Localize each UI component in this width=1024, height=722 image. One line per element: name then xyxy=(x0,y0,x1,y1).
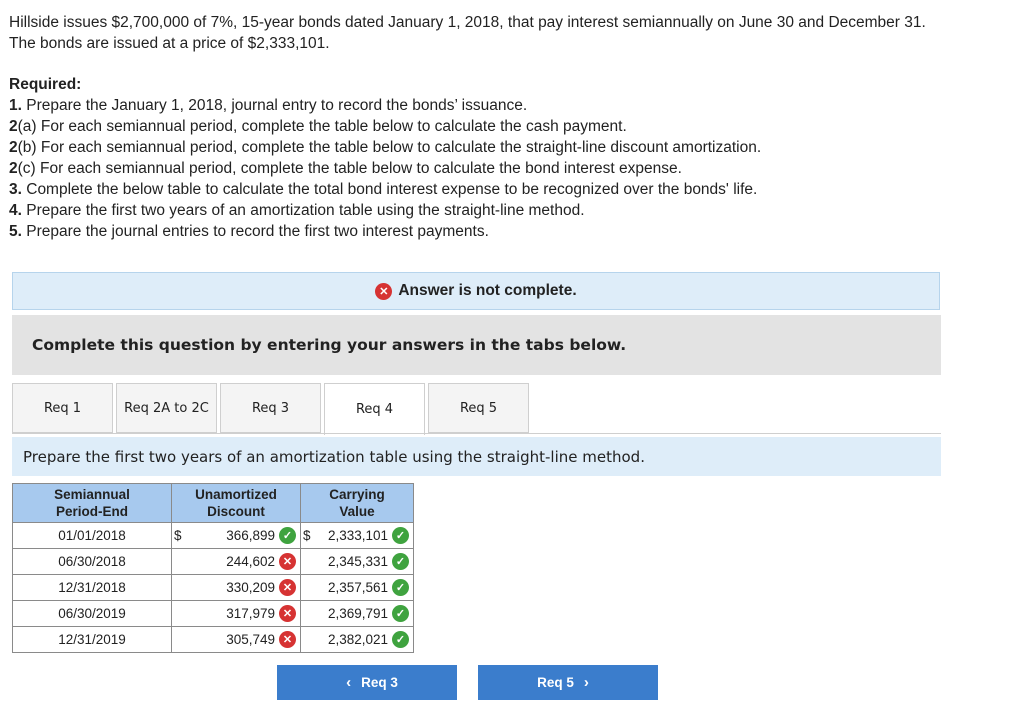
header-unamortized-discount-label: Unamortized Discount xyxy=(195,487,277,519)
header-period-end xyxy=(13,484,172,523)
unamortized-discount-input[interactable]: 330,209 xyxy=(226,580,275,595)
answer-status-banner xyxy=(12,272,940,310)
requirement-text: (b) For each semiannual period, complete the table below to calculate the straight-line discount amortization. xyxy=(17,139,762,156)
carrying-value-input[interactable]: 2,345,331 xyxy=(327,554,388,569)
tab-bar xyxy=(12,383,532,435)
requirement-number: 2 xyxy=(9,139,18,156)
table-row xyxy=(13,627,414,653)
tab-divider xyxy=(12,433,941,434)
check-icon: ✓ xyxy=(392,631,409,648)
instructions-panel xyxy=(12,315,941,375)
error-icon: ✕ xyxy=(279,605,296,622)
carrying-value-input[interactable]: 2,333,101 xyxy=(327,528,388,543)
table-row xyxy=(13,523,414,549)
requirement-text: (a) For each semiannual period, complete the table below to calculate the cash payment. xyxy=(17,118,627,135)
amortization-table xyxy=(12,483,414,653)
tab-instruction-text: Prepare the first two years of an amortization table using the straight-line method. xyxy=(23,447,645,466)
requirement-text: Prepare the journal entries to record the first two interest payments. xyxy=(21,223,489,240)
period-end-cell: 12/31/2018 xyxy=(13,575,172,601)
error-icon: ✕ xyxy=(375,283,392,300)
requirement-text: Prepare the January 1, 2018, journal entry to record the bonds’ issuance. xyxy=(21,97,528,114)
period-end-cell: 06/30/2019 xyxy=(13,601,172,627)
table-row xyxy=(13,549,414,575)
header-carrying-value xyxy=(301,484,414,523)
error-icon: ✕ xyxy=(279,553,296,570)
requirement-item xyxy=(9,116,1019,137)
tab-req-2a-2c[interactable]: Req 2A to 2C xyxy=(116,383,217,433)
unamortized-discount-cell xyxy=(172,549,301,575)
period-end-cell: 01/01/2018 xyxy=(13,523,172,549)
header-carrying-value-label: Carrying Value xyxy=(329,487,385,519)
header-period-end-label: Semiannual Period-End xyxy=(54,487,130,519)
requirement-text: (c) For each semiannual period, complete the table below to calculate the bond interest expense. xyxy=(17,160,682,177)
tab-instruction xyxy=(12,437,941,476)
tab-req-1[interactable]: Req 1 xyxy=(12,383,113,433)
unamortized-discount-input[interactable]: 317,979 xyxy=(226,606,275,621)
prev-req-button[interactable] xyxy=(277,665,457,700)
carrying-value-cell xyxy=(301,575,414,601)
requirement-number: 3. xyxy=(9,181,22,198)
problem-statement xyxy=(9,12,1019,242)
carrying-value-cell xyxy=(301,549,414,575)
check-icon: ✓ xyxy=(392,579,409,596)
chevron-left-icon: ‹ xyxy=(346,674,352,691)
tab-req-5[interactable]: Req 5 xyxy=(428,383,529,433)
tab-req-3[interactable]: Req 3 xyxy=(220,383,321,433)
carrying-value-input[interactable]: 2,382,021 xyxy=(327,632,388,647)
header-unamortized-discount xyxy=(172,484,301,523)
chevron-right-icon: › xyxy=(583,674,589,691)
prev-req-label: Req 3 xyxy=(361,675,398,690)
requirement-item xyxy=(9,158,1019,179)
requirement-number: 2 xyxy=(9,118,18,135)
error-icon: ✕ xyxy=(279,631,296,648)
table-row xyxy=(13,601,414,627)
requirement-text: Complete the below table to calculate the total bond interest expense to be recognized over the bonds' life. xyxy=(21,181,758,198)
requirement-item xyxy=(9,95,1019,116)
requirement-item xyxy=(9,221,1019,242)
requirement-number: 4. xyxy=(9,202,22,219)
error-icon: ✕ xyxy=(279,579,296,596)
requirement-number: 2 xyxy=(9,160,18,177)
period-end-cell: 12/31/2019 xyxy=(13,627,172,653)
unamortized-discount-cell xyxy=(172,627,301,653)
table-row xyxy=(13,575,414,601)
problem-line-2: The bonds are issued at a price of $2,333,101. xyxy=(9,35,330,52)
next-req-button[interactable] xyxy=(478,665,658,700)
instructions-text: Complete this question by entering your answers in the tabs below. xyxy=(32,336,627,354)
carrying-value-input[interactable]: 2,357,561 xyxy=(327,580,388,595)
tab-req-4[interactable]: Req 4 xyxy=(324,383,425,435)
period-end-cell: 06/30/2018 xyxy=(13,549,172,575)
check-icon: ✓ xyxy=(392,605,409,622)
answer-status-text: Answer is not complete. xyxy=(398,282,577,299)
requirement-item xyxy=(9,137,1019,158)
carrying-value-cell xyxy=(301,627,414,653)
unamortized-discount-input[interactable]: 366,899 xyxy=(226,528,275,543)
carrying-value-cell xyxy=(301,601,414,627)
unamortized-discount-cell xyxy=(172,601,301,627)
unamortized-discount-input[interactable]: 244,602 xyxy=(226,554,275,569)
next-req-label: Req 5 xyxy=(537,675,574,690)
requirement-number: 5. xyxy=(9,223,22,240)
unamortized-discount-input[interactable]: 305,749 xyxy=(226,632,275,647)
requirement-number: 1. xyxy=(9,97,22,114)
currency-symbol: $ xyxy=(303,528,311,543)
currency-symbol: $ xyxy=(174,528,182,543)
required-heading: Required: xyxy=(9,76,82,93)
unamortized-discount-cell xyxy=(172,523,301,549)
problem-line-1: Hillside issues $2,700,000 of 7%, 15-year bonds dated January 1, 2018, that pay interest semiannually on June 30 and December 31. xyxy=(9,14,926,31)
check-icon: ✓ xyxy=(392,527,409,544)
check-icon: ✓ xyxy=(279,527,296,544)
requirement-item xyxy=(9,200,1019,221)
carrying-value-input[interactable]: 2,369,791 xyxy=(327,606,388,621)
check-icon: ✓ xyxy=(392,553,409,570)
unamortized-discount-cell xyxy=(172,575,301,601)
requirements-list xyxy=(9,95,1019,242)
requirement-text: Prepare the first two years of an amortization table using the straight-line method. xyxy=(21,202,585,219)
requirement-item xyxy=(9,179,1019,200)
carrying-value-cell xyxy=(301,523,414,549)
